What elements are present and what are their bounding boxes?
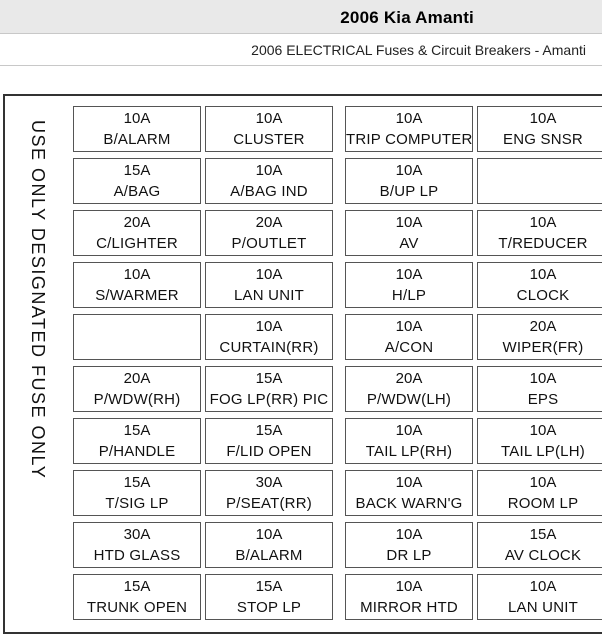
fuse-amperage: 10A	[255, 526, 283, 543]
fuse-cell	[345, 522, 473, 568]
fuse-amperage: 10A	[123, 110, 151, 127]
fuse-cell	[477, 158, 602, 204]
fuse-cell	[345, 210, 473, 256]
fuse-circuit-name: T/REDUCER	[498, 235, 588, 252]
fuse-cell	[73, 314, 201, 360]
fuse-circuit-name: A/BAG	[113, 183, 161, 200]
fuse-amperage: 15A	[123, 422, 151, 439]
fuse-cell	[477, 366, 602, 412]
fuse-amperage: 10A	[395, 214, 423, 231]
fuse-amperage: 10A	[395, 162, 423, 179]
fuse-amperage: 10A	[529, 214, 557, 231]
fuse-circuit-name: A/BAG IND	[230, 183, 308, 200]
fuse-circuit-name: CURTAIN(RR)	[219, 339, 319, 356]
fuse-circuit-name: STOP LP	[236, 599, 302, 616]
fuse-amperage: 10A	[255, 110, 283, 127]
fuse-circuit-name: B/ALARM	[103, 131, 171, 148]
fuse-amperage: 15A	[255, 422, 283, 439]
fuse-cell	[205, 366, 333, 412]
subtitle-bar	[0, 34, 602, 66]
fuse-circuit-name: TAIL LP(RH)	[365, 443, 453, 460]
fuse-amperage: 10A	[529, 110, 557, 127]
fuse-circuit-name: DR LP	[386, 547, 432, 564]
fuse-circuit-name: C/LIGHTER	[96, 235, 178, 252]
fuse-circuit-name: P/WDW(RH)	[93, 391, 181, 408]
fuse-circuit-name: TRUNK OPEN	[86, 599, 188, 616]
fuse-cell	[205, 210, 333, 256]
fuse-cell	[73, 522, 201, 568]
fuse-circuit-name: B/UP LP	[379, 183, 439, 200]
fuse-cell	[73, 574, 201, 620]
fuse-amperage: 10A	[255, 162, 283, 179]
fuse-cell	[345, 314, 473, 360]
fuse-cell	[205, 470, 333, 516]
fuse-circuit-name: HTD GLASS	[93, 547, 181, 564]
fuse-cell	[205, 158, 333, 204]
fuse-amperage: 20A	[255, 214, 283, 231]
fuse-circuit-name: P/HANDLE	[98, 443, 176, 460]
fuse-warning-label: USE ONLY DESIGNATED FUSE ONLY	[28, 120, 48, 480]
fuse-cell	[345, 418, 473, 464]
title-bar	[0, 0, 602, 34]
fuse-amperage: 10A	[395, 474, 423, 491]
fuse-circuit-name: P/OUTLET	[231, 235, 307, 252]
fuse-amperage: 15A	[123, 162, 151, 179]
fuse-amperage: 10A	[395, 318, 423, 335]
fuse-cell	[477, 106, 602, 152]
fuse-circuit-name: ROOM LP	[507, 495, 579, 512]
fuse-cell	[477, 262, 602, 308]
fuse-amperage: 20A	[123, 370, 151, 387]
fuse-circuit-name: CLUSTER	[233, 131, 305, 148]
fuse-cell	[477, 314, 602, 360]
fuse-cell	[73, 106, 201, 152]
fuse-amperage: 10A	[395, 578, 423, 595]
fuse-amperage: 10A	[255, 318, 283, 335]
fuse-cell	[345, 470, 473, 516]
fuse-amperage: 15A	[123, 578, 151, 595]
fuse-circuit-name: A/CON	[384, 339, 434, 356]
fuse-amperage: 15A	[255, 370, 283, 387]
fuse-panel-diagram	[3, 94, 602, 634]
fuse-circuit-name: ENG SNSR	[503, 131, 583, 148]
fuse-cell	[205, 522, 333, 568]
fuse-amperage: 15A	[123, 474, 151, 491]
fuse-amperage: 10A	[529, 370, 557, 387]
fuse-amperage: 20A	[395, 370, 423, 387]
fuse-amperage: 10A	[529, 422, 557, 439]
fuse-cell	[345, 106, 473, 152]
fuse-cell	[205, 262, 333, 308]
page-title: 2006 Kia Amanti	[340, 8, 474, 27]
fuse-cell	[477, 210, 602, 256]
fuse-amperage: 10A	[123, 266, 151, 283]
page-subtitle: 2006 ELECTRICAL Fuses & Circuit Breakers - Amanti	[251, 42, 586, 58]
fuse-amperage: 30A	[123, 526, 151, 543]
fuse-cell	[73, 366, 201, 412]
fuse-cell	[345, 262, 473, 308]
fuse-cell	[345, 574, 473, 620]
fuse-amperage: 15A	[529, 526, 557, 543]
fuse-circuit-name: FOG LP(RR) PIC	[209, 391, 329, 408]
fuse-cell	[73, 262, 201, 308]
fuse-circuit-name: EPS	[527, 391, 559, 408]
fuse-cell	[477, 470, 602, 516]
fuse-amperage: 10A	[395, 422, 423, 439]
fuse-circuit-name: P/SEAT(RR)	[226, 495, 312, 512]
fuse-circuit-name: TAIL LP(LH)	[501, 443, 585, 460]
fuse-amperage: 10A	[529, 578, 557, 595]
fuse-circuit-name: LAN UNIT	[508, 599, 578, 616]
fuse-cell	[345, 366, 473, 412]
fuse-circuit-name: MIRROR HTD	[360, 599, 458, 616]
fuse-circuit-name: AV CLOCK	[504, 547, 582, 564]
fuse-cell	[477, 574, 602, 620]
fuse-amperage: 10A	[395, 110, 423, 127]
fuse-circuit-name: CLOCK	[516, 287, 570, 304]
fuse-cell	[345, 158, 473, 204]
fuse-cell	[205, 314, 333, 360]
fuse-cell	[205, 106, 333, 152]
fuse-circuit-name: BACK WARN'G	[355, 495, 463, 512]
fuse-circuit-name: B/ALARM	[235, 547, 303, 564]
fuse-cell	[205, 574, 333, 620]
fuse-amperage: 10A	[395, 526, 423, 543]
fuse-circuit-name: H/LP	[391, 287, 427, 304]
fuse-amperage: 10A	[395, 266, 423, 283]
fuse-cell	[73, 210, 201, 256]
fuse-circuit-name: P/WDW(LH)	[366, 391, 452, 408]
fuse-cell	[477, 418, 602, 464]
fuse-cell	[73, 418, 201, 464]
fuse-cell	[205, 418, 333, 464]
fuse-amperage: 20A	[529, 318, 557, 335]
fuse-circuit-name: S/WARMER	[95, 287, 179, 304]
fuse-amperage: 10A	[529, 266, 557, 283]
fuse-circuit-name: LAN UNIT	[234, 287, 304, 304]
fuse-circuit-name: TRIP COMPUTER	[346, 131, 473, 148]
fuse-amperage: 10A	[529, 474, 557, 491]
fuse-cell	[73, 158, 201, 204]
fuse-amperage: 15A	[255, 578, 283, 595]
fuse-circuit-name: AV	[399, 235, 419, 252]
fuse-cell	[477, 522, 602, 568]
fuse-cell	[73, 470, 201, 516]
fuse-amperage: 10A	[255, 266, 283, 283]
fuse-circuit-name: F/LID OPEN	[226, 443, 312, 460]
fuse-amperage: 30A	[255, 474, 283, 491]
fuse-circuit-name: T/SIG LP	[105, 495, 169, 512]
fuse-amperage: 20A	[123, 214, 151, 231]
fuse-circuit-name: WIPER(FR)	[502, 339, 584, 356]
